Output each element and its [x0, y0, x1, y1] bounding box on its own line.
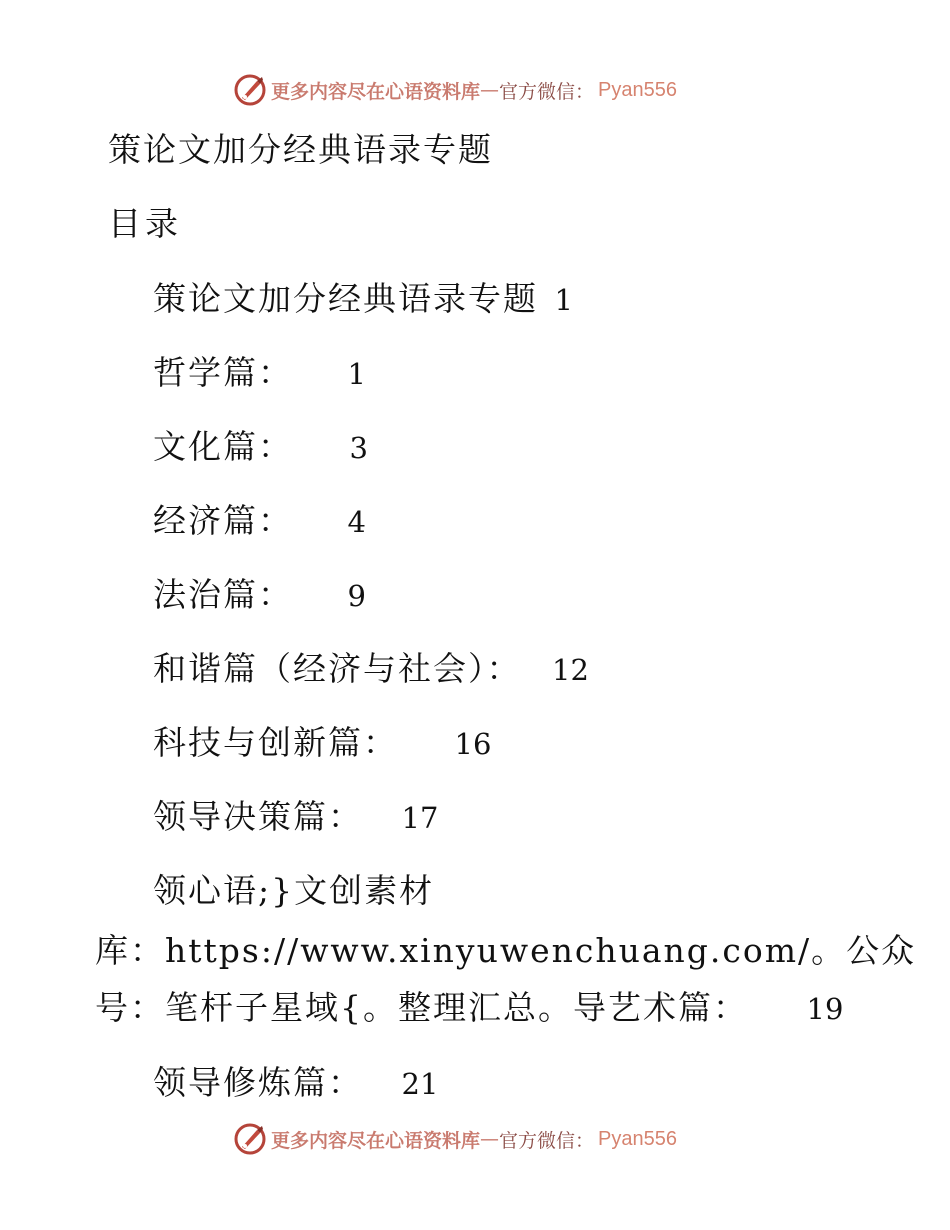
banner-wechat-id: Pyan556 — [598, 78, 678, 101]
toc-entry-watermark-line2: 库：https://www.xinyuwenchuang.com/。公众 — [95, 931, 917, 970]
brand-logo-icon — [233, 1122, 267, 1156]
toc-entry-page: 1 — [554, 283, 573, 317]
toc-heading: 目录 — [108, 204, 182, 243]
toc-entry-page: 4 — [347, 505, 366, 539]
banner-colon: ： — [575, 80, 595, 103]
banner-wechat-id: Pyan556 — [598, 1127, 678, 1150]
toc-entry-label: 科技与创新篇： — [153, 723, 398, 762]
toc-entry-label: 经济篇： — [153, 501, 293, 540]
toc-entry[interactable] — [153, 495, 366, 542]
toc-entry-label: 领导决策篇： — [153, 797, 363, 836]
toc-entry[interactable] — [153, 717, 491, 764]
toc-entry-label: 策论文加分经典语录专题 — [153, 279, 538, 318]
toc-entry-watermark-line3[interactable] — [95, 982, 843, 1029]
toc-entry[interactable] — [153, 347, 366, 394]
toc-entry[interactable] — [153, 421, 368, 468]
banner-main-text: 更多内容尽在心语资料库 — [271, 80, 481, 103]
footer-banner — [233, 1121, 677, 1157]
banner-separator: — — [480, 1128, 500, 1150]
banner-separator: — — [480, 79, 500, 101]
toc-entry-watermark-line1: 领心语;}文创素材 — [153, 871, 435, 910]
toc-entry[interactable] — [153, 569, 366, 616]
toc-entry[interactable] — [153, 273, 573, 320]
brand-logo-icon — [233, 73, 267, 107]
toc-entry-label: 哲学篇： — [153, 353, 293, 392]
toc-entry[interactable] — [153, 1057, 438, 1104]
toc-entry-page: 21 — [401, 1067, 439, 1101]
document-title: 策论文加分经典语录专题 — [108, 130, 493, 169]
toc-entry-label: 和谐篇（经济与社会）： — [153, 649, 522, 688]
banner-wechat-prefix: 官方微信 — [499, 1129, 576, 1152]
toc-entry-page: 3 — [349, 431, 368, 465]
banner-wechat-prefix: 官方微信 — [499, 80, 576, 103]
toc-entry-page: 16 — [454, 727, 492, 761]
toc-entry[interactable] — [153, 791, 438, 838]
header-banner — [233, 72, 677, 108]
toc-entry-page: 1 — [347, 357, 366, 391]
toc-entry-label: 号：笔杆子星域{。整理汇总。导艺术篇： — [95, 988, 748, 1027]
toc-entry-page: 19 — [806, 992, 844, 1026]
toc-entry[interactable] — [153, 643, 589, 690]
toc-entry-page: 12 — [552, 653, 589, 687]
toc-entry-label: 法治篇： — [153, 575, 293, 614]
banner-main-text: 更多内容尽在心语资料库 — [271, 1129, 481, 1152]
toc-entry-page: 17 — [401, 801, 439, 835]
banner-colon: ： — [575, 1129, 595, 1152]
toc-entry-label: 文化篇： — [153, 427, 293, 466]
toc-entry-label: 领导修炼篇： — [153, 1063, 363, 1102]
toc-entry-page: 9 — [347, 579, 366, 613]
